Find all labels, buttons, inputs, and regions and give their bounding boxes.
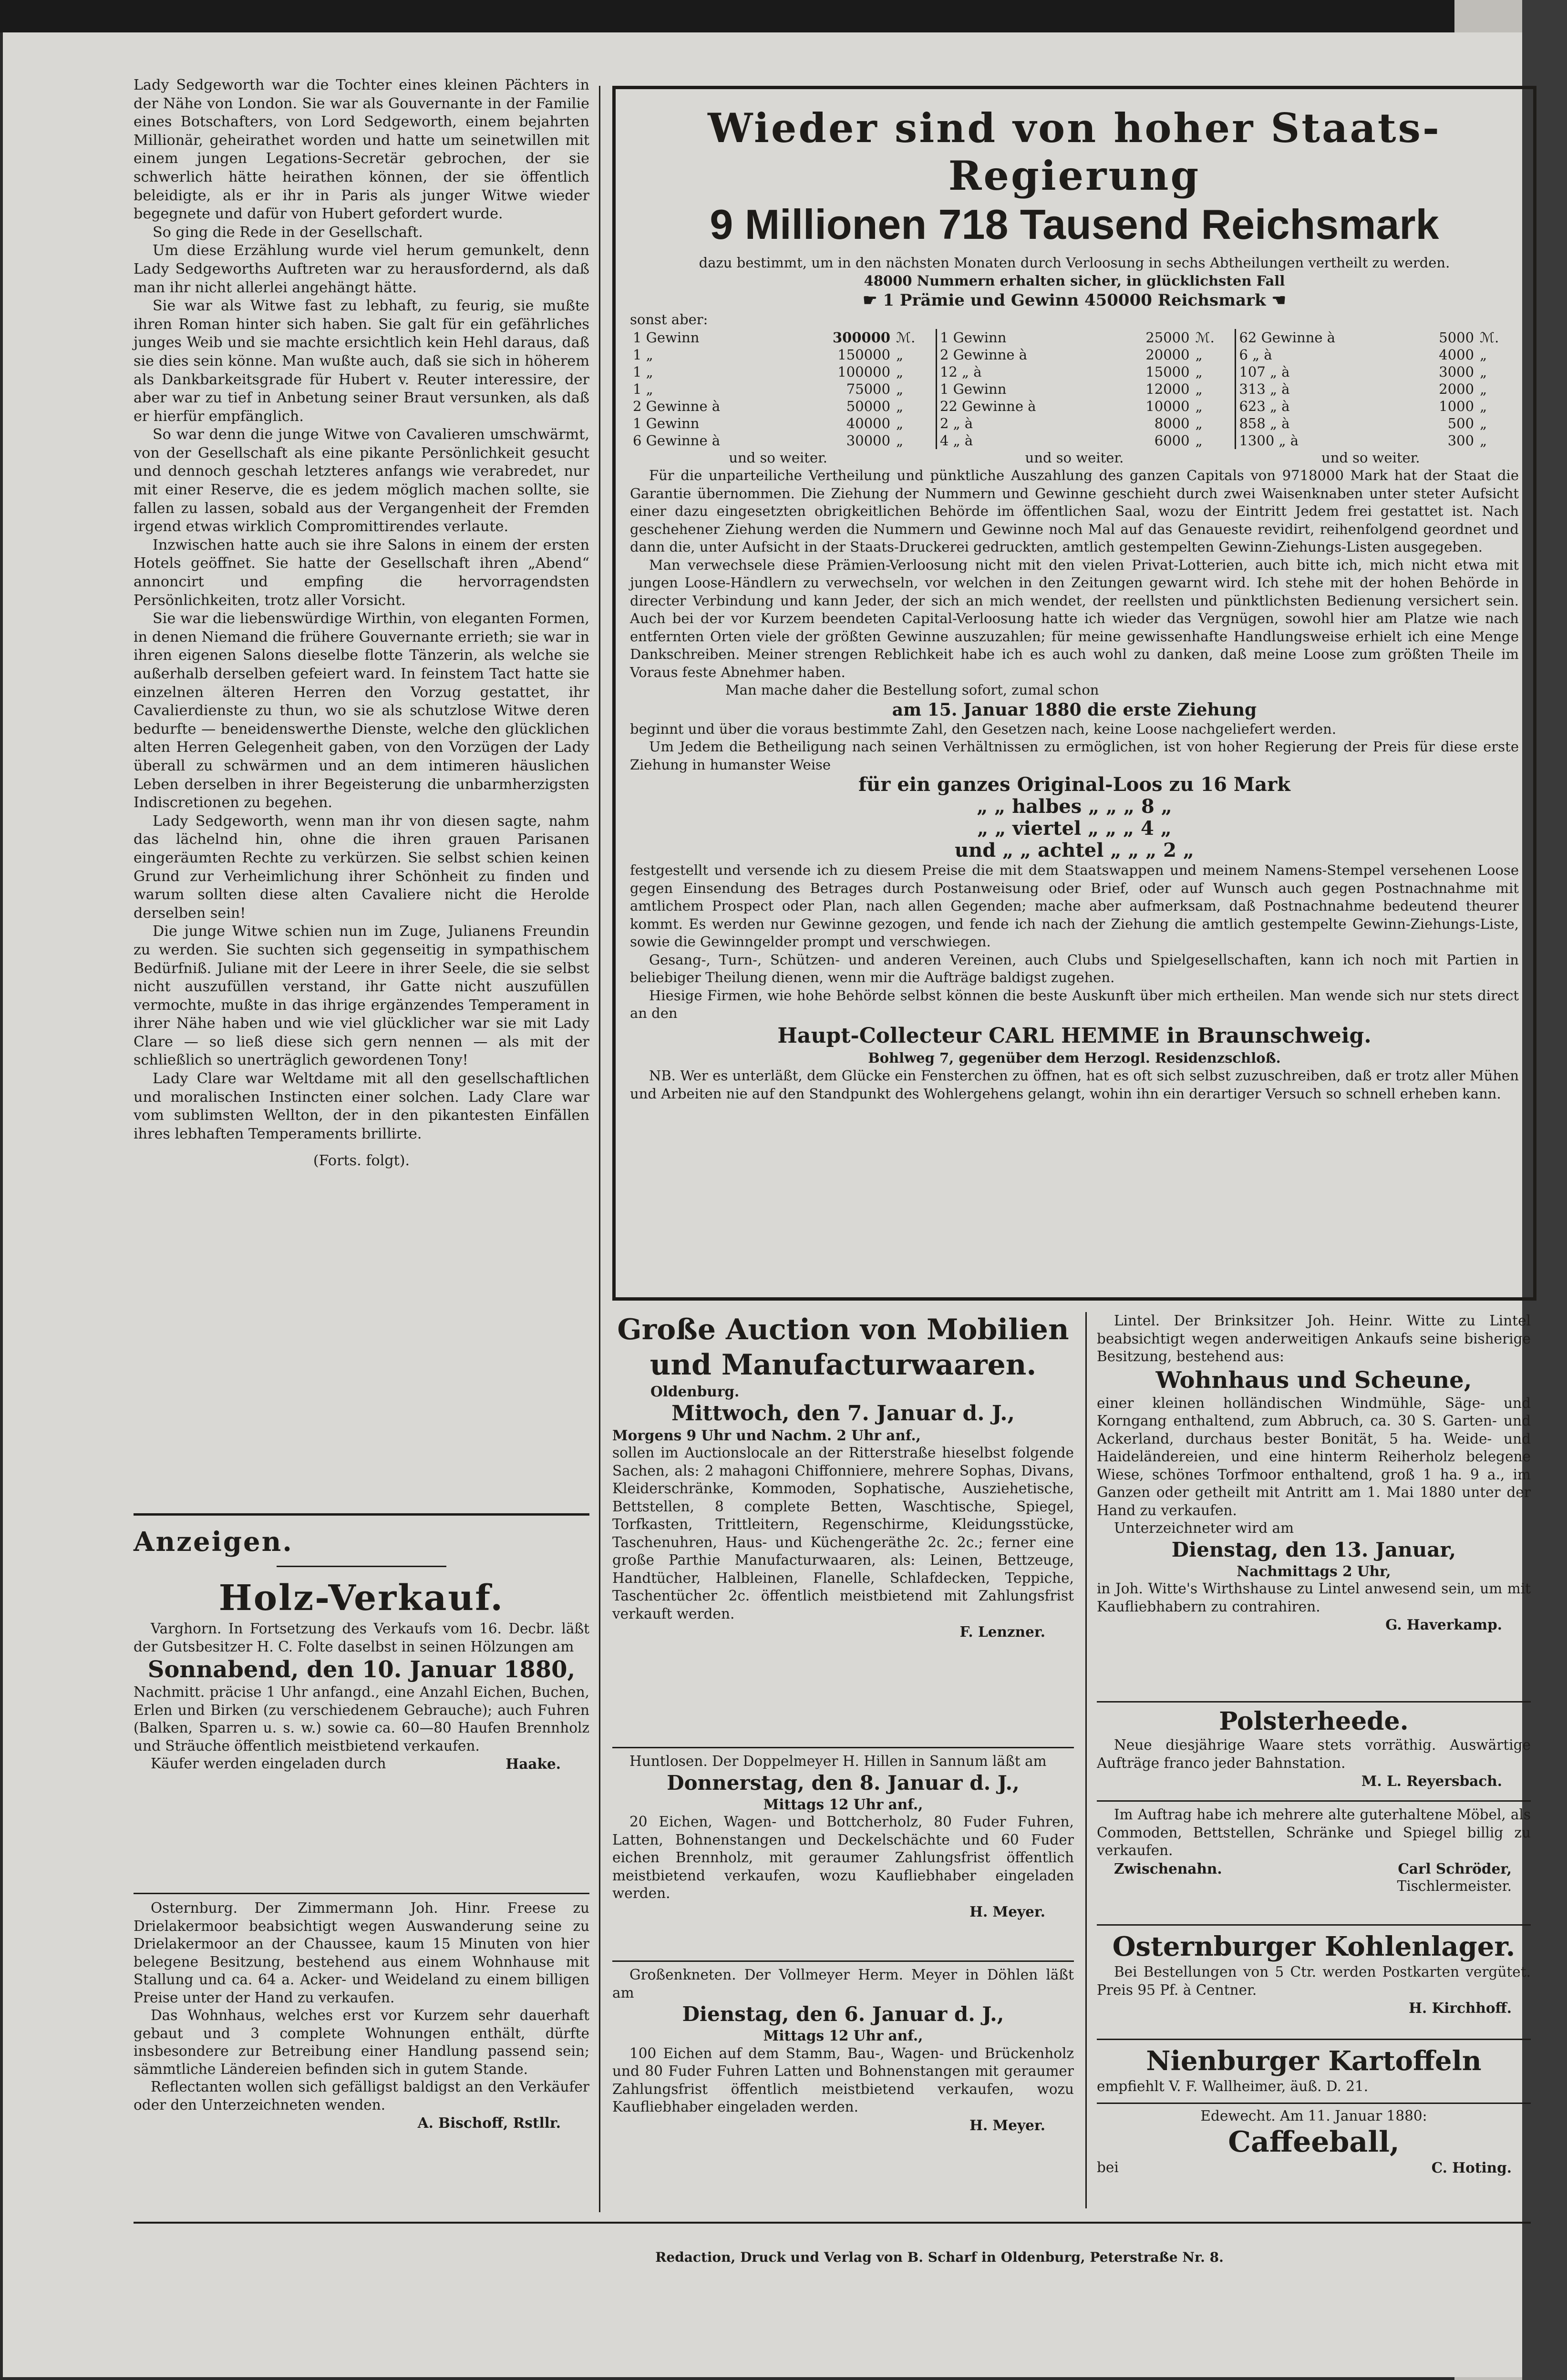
kohlen-title: Osternburger Kohlenlager. (1112, 1931, 1515, 1962)
prize-cell: 62 Gewinne à (1236, 329, 1408, 346)
story-paragraph: So ging die Rede in der Gesellschaft. (153, 224, 423, 241)
caffeeball-ad (1097, 2107, 1531, 2176)
ad-text: Gesang-, Turn-, Schützen- und anderen Vereinen, auch Clubs und Spielgesellschaften, kann ich noch mit Partien in beliebiger Theilung dienen, wenn mir die Aufträge baldigst zugehen. (630, 951, 1519, 985)
prize-cell: 4 „ à (936, 432, 1109, 449)
ad-text: beginnt und über die voraus bestimmte Zahl, den Gesetzen nach, keine Loose nachgeliefert werden. (630, 720, 1337, 737)
prize-cell: „ (1480, 415, 1487, 431)
grossenkneten-ad (612, 1966, 1074, 2134)
ad-text: Lintel. Der Brinksitzer Joh. Heinr. Witte zu Lintel beabsichtigt wegen anderweitigen Ankaufs seine bisherige Besitzung, bestehend aus: (1097, 1313, 1531, 1364)
prize-cell: 313 „ à (1236, 380, 1408, 398)
ad-text: Großenkneten. Der Vollmeyer Herm. Meyer in Döhlen läßt am (612, 1967, 1074, 2001)
price-line: „ „ viertel „ „ „ 4 „ (977, 817, 1172, 840)
price-line: „ „ halbes „ „ „ 8 „ (977, 795, 1172, 818)
prize-row (630, 346, 1519, 363)
ad-divider (134, 1893, 589, 1894)
ad-text: Für die unparteiliche Vertheilung und pünktliche Auszahlung des ganzen Capitals von 9718000 Mark hat der Staat die Garantie übernommen. Die Ziehung der Nummern und Gewinne geschieht durch zwei Waisenknaben unter steter Aufsicht einer dazu eingesetzten obrigkeitlichen Behörde im öffentlichen Saal, wozu der Eintritt Jedem frei gestattet ist. Nach geschehener Ziehung werden die Nummern und Gewinne noch Mal auf das Genaueste revidirt, reihenfolgend geordnet und dann die, unter Aufsicht in der Staats-Druckerei gedruckten, amtlich gestempelten Gewinn-Ziehungs-Listen ausgegeben. (630, 467, 1519, 555)
prize-cell: 50000 (846, 398, 891, 414)
ad-text: Osternburg. Der Zimmermann Joh. Hinr. Freese zu Drielakermoor beabsichtigt wegen Auswanderung seine zu Drielakermoor an der Chaussee, kaum 15 Minuten von hier belegene Besitzung, bestehend aus einem Wohnhause mit Stallung und ca. 64 a. Acker- und Weideland zu einem billigen Preise unter der Hand zu verkaufen. (134, 1900, 589, 2006)
top-prize-line (630, 290, 1519, 311)
prize-cell: 40000 (846, 415, 891, 431)
ad-divider (1097, 1701, 1531, 1703)
signature: G. Haverkamp. (1385, 1616, 1502, 1633)
grossenkneten-date: Dienstag, den 6. Januar d. J., (682, 2002, 1004, 2026)
ad-text: Man mache daher die Bestellung sofort, zumal schon (725, 682, 1099, 698)
ad-text: Hiesige Firmen, wie hohe Behörde selbst können die beste Auskunft über mich ertheilen. Man wende sich nur stets direct an den (630, 987, 1519, 1021)
story-paragraph: Um diese Erzählung wurde viel herum gemunkelt, denn Lady Sedgeworths Auftreten war zu herausfordernd, als daß man ihr nicht allerlei angehängt hätte. (134, 242, 589, 296)
polster-title: Polsterheede. (1219, 1707, 1409, 1736)
huntlosen-time: Mittags 12 Uhr anf., (763, 1795, 923, 1813)
prize-cell: „ (1195, 415, 1203, 431)
holz-title: Holz-Verkauf. (218, 1578, 505, 1619)
story-paragraph: Lady Clare war Weltdame mit all den gesellschaftlichen und moralischen Instincten einer solchen. Lady Clare war vom sublimsten Wellton, der in den pikantesten Einfällen ihres lebhaften Temperaments brillirte. (134, 1070, 589, 1142)
auction-ad (612, 1312, 1074, 1641)
auction-place: Oldenburg. (650, 1383, 740, 1400)
prize-cell: 1000 (1439, 398, 1474, 414)
story-paragraph: Sie war die liebenswürdige Wirthin, von eleganten Formen, in denen Niemand die frühere Gouvernante errieth; sie war in ihren eigenen Salons dieselbe flotte Tänzerin, als welche sie außerhalb derselben gefeiert ward. In feinstem Tact hatte sie einzelnen älteren Herren den Vorzug gestattet, ihr Cavalierdienste zu thun, wo sie als schutzlose Witwe deren bedurfte — beneidenswerthe Dienste, welche den glücklichen alten Herren Gelegenheit gaben, von den Vorzügen der Lady überall zu schwärmen und an dem intimeren häuslichen Leben derselben in ihrer Begeisterung die unbarmherzigsten Indiscretionen zu begehen. (134, 610, 589, 811)
ad-divider (1097, 1800, 1531, 1802)
column-vertical-rule (1085, 1312, 1087, 2208)
ad-text: 48000 Nummern erhalten sicher, in glücklichsten Fall (864, 272, 1285, 289)
prize-cell: „ (1195, 380, 1203, 397)
prize-cell: 12 „ à (936, 363, 1109, 380)
prize-cell: 5000 (1439, 329, 1474, 346)
polsterheede-ad (1097, 1707, 1531, 1790)
story-paragraph: So war denn die junge Witwe von Cavalieren umschwärmt, von der Gesellschaft als eine pikante Persönlichkeit gesucht und dennoch geschah letzteres anfangs wie verabredet, nur mit einer Reserve, die es jedem möglich machen sollte, sie fallen zu lassen, sobald aus der Vergangenheit der Fremden irgend etwas wirklich Compromittirendes verlaute. (134, 426, 589, 535)
ad-text: Um Jedem die Betheiligung nach seinen Verhältnissen zu ermöglichen, ist von hoher Regierung der Preis für diese erste Ziehung in humanster Weise (630, 739, 1519, 773)
prize-cell: 6 „ à (1236, 346, 1408, 363)
prize-cell: 25000 (1145, 329, 1190, 346)
auction-date: Mittwoch, den 7. Januar d. J., (671, 1401, 1015, 1426)
osternburg-ad (134, 1899, 589, 2132)
lintel-date: Dienstag, den 13. Januar, (1171, 1538, 1456, 1561)
ad-text: Im Auftrag habe ich mehrere alte guterhaltene Möbel, als Commoden, Bettstellen, Schränke und Spiegel billig zu verkaufen. (1097, 1806, 1531, 1858)
imprint-footer: Redaction, Druck und Verlag von B. Scharf in Oldenburg, Peterstraße Nr. 8. (655, 2249, 1224, 2265)
prize-cell: „ (896, 432, 904, 449)
kartoffeln-title: Nienburger Kartoffeln (1146, 2045, 1482, 2077)
ad-text: Neue diesjährige Waare stets vorräthig. Auswärtige Aufträge franco jeder Bahnstation. (1097, 1737, 1531, 1771)
holz-signature-row (134, 1755, 589, 1773)
prize-cell: 1 „ (633, 380, 653, 397)
ad-text: Varghorn. In Fortsetzung des Verkaufs vom 16. Decbr. läßt der Gutsbesitzer H. C. Folte daselbst in seinen Hölzungen am (134, 1621, 589, 1655)
huntlosen-ad (612, 1753, 1074, 1920)
prize-cell: „ (896, 363, 904, 380)
prize-cell: ℳ. (1195, 329, 1215, 346)
prize-cell: 2000 (1439, 380, 1474, 397)
prize-cell: 10000 (1145, 398, 1190, 414)
ad-text: in Joh. Witte's Wirthshause zu Lintel anwesend sein, um mit Kaufliebhabern zu contrahiren. (1097, 1580, 1531, 1615)
prize-cell: „ (1195, 398, 1203, 414)
prize-cell: 20000 (1145, 346, 1190, 363)
prize-row (630, 329, 1519, 346)
cafe-title: Caffeeball, (1228, 2125, 1400, 2159)
prize-cell: 1 „ (633, 363, 653, 380)
prize-cell: 6000 (1154, 432, 1190, 449)
prize-cell: 75000 (846, 380, 891, 397)
prize-cell: 858 „ à (1236, 415, 1408, 432)
ad-text: Das Wohnhaus, welches erst vor Kurzem sehr dauerhaft gebaut und 3 complete Wohnungen enthält, dürfte insbesondere zur Betreibung einer Handlung passend sein; sämmtliche Ländereien befinden sich in gutem Stande. (134, 2007, 589, 2077)
lintel-title: Wohnhaus und Scheune, (1155, 1366, 1472, 1394)
ad-text: Unterzeichneter wird am (1114, 1520, 1294, 1536)
prize-cell: 8000 (1154, 415, 1190, 431)
ad-text: sonst aber: (630, 311, 708, 328)
ad-place: Zwischenahn. (1114, 1860, 1222, 1877)
lintel-ad (1097, 1312, 1531, 1634)
signature: H. Kirchhoff. (1409, 2000, 1512, 2016)
ad-text: und so weiter. (1321, 449, 1420, 466)
prize-cell: 2 Gewinne à (633, 398, 721, 414)
huntlosen-date: Donnerstag, den 8. Januar d. J., (667, 1771, 1020, 1795)
anzeigen-heading: Anzeigen. (134, 1526, 293, 1558)
prize-cell: 1 „ (633, 346, 653, 363)
ad-text: Edewecht. Am 11. Januar 1880: (1200, 2108, 1427, 2124)
prize-cell: 300 (1447, 432, 1474, 449)
ad-text: Nachmitt. präcise 1 Uhr anfangd., eine Anzahl Eichen, Buchen, Erlen und Birken (zu verschiedenem Gebrauche); auch Fuhren (Balken, Sparren u. s. w.) sowie ca. 60—80 Haufen Brennholz und Sträuche öffentlich meistbietend verkaufen. (134, 1684, 589, 1754)
prize-cell: 22 Gewinne à (936, 398, 1109, 415)
prize-row (630, 363, 1519, 380)
lottery-ad-box (612, 86, 1536, 1301)
price-line: und „ „ achtel „ „ „ 2 „ (955, 839, 1194, 862)
prize-table (630, 329, 1519, 449)
prize-cell: 6 Gewinne à (633, 432, 721, 449)
ad-text: sollen im Auctionslocale an der Ritterstraße hieselbst folgende Sachen, als: 2 mahagoni Chiffonniere, mehrere Sophas, Divans, Kleiderschränke, Kommoden, Sophatische, Ausziehetische, Bettstellen, 8 complete Betten, Waschtische, Spiegel, Torfkasten, Trittleitern, Regenschirme, Kleidungsstücke, Taschenuhren, Haus- und Küchengeräthe 2c. 2c.; ferner eine große Parthie Manufacturwaaren, als: Leinen, Bettzeuge, Handtücher, Halbleinen, Flanelle, Schlafdecken, Teppiche, Taschentücher 2c. öffentlich meistbietend mit Zahlungsfrist verkauft werden. (612, 1445, 1074, 1622)
scan-top-border (0, 0, 1567, 32)
prize-cell: „ (1480, 398, 1487, 414)
prize-cell: „ (896, 415, 904, 431)
ad-divider (612, 1747, 1074, 1748)
prize-cell: 1 Gewinn (633, 415, 700, 431)
heading-underline (277, 1566, 446, 1567)
pointing-hand-icon: ☛ (863, 291, 883, 310)
signature: H. Meyer. (969, 1903, 1045, 1920)
story-paragraph: Lady Sedgeworth war die Tochter eines kleinen Pächters in der Nähe von London. Sie war als Gouvernante in der Familie eines Botschafters, von Lord Sedgeworth, einem bejahrten Millionär, geheirathet worden und hatte um seinetwillen mit einem jungen Legations-Secretär gebrochen, der sie schwerlich hätte heirathen können, der sie öffentlich beleidigte, als er ihr in Paris als junger Witwe wieder begegnete und dafür von Hubert gefordert wurde. (134, 77, 589, 223)
prize-cell: „ (896, 398, 904, 414)
moebel-ad (1097, 1806, 1531, 1896)
first-draw-date: am 15. Januar 1880 die erste Ziehung (892, 699, 1257, 720)
signature: M. L. Reyersbach. (1361, 1773, 1502, 1789)
prize-cell: 150000 (837, 346, 891, 363)
kartoffeln-ad (1097, 2044, 1531, 2096)
lintel-time: Nachmittags 2 Uhr, (1237, 1562, 1391, 1580)
prize-cell: ℳ. (896, 329, 916, 346)
prize-cell: „ (896, 380, 904, 397)
signature: Carl Schröder, (1398, 1860, 1512, 1877)
signature: F. Lenzner. (959, 1623, 1045, 1640)
prize-cell: „ (1480, 363, 1487, 380)
ad-divider (1097, 2103, 1531, 2104)
column-divider-rule (134, 1513, 589, 1516)
signature: Haake. (505, 1755, 561, 1772)
prize-cell: 100000 (837, 363, 891, 380)
prize-cell: „ (896, 346, 904, 363)
prize-row (630, 432, 1519, 449)
prize-cell: 2 Gewinne à (936, 346, 1109, 363)
story-paragraph: Sie war als Witwe fast zu lebhaft, zu feurig, sie mußte ihren Roman hinter sich haben. Sie galt für ein gefährliches junges Weib und sie machte ersichtlich kein Hehl daraus, daß sie dies sein könne. Man wußte auch, daß sie sich in höherem als Dankbarkeitsgrade für Hubert v. Reuter interessire, der aber war zu tief in Anbetung seiner Braut versunken, als daß er hierfür empfänglich. (134, 298, 589, 425)
collecteur-name: Haupt-Collecteur CARL HEMME in Braunschweig. (777, 1023, 1371, 1048)
prize-cell: 15000 (1145, 363, 1190, 380)
prize-cell: 1300 „ à (1236, 432, 1408, 449)
ad-text: und so weiter. (1025, 449, 1124, 466)
prize-cell: 4000 (1439, 346, 1474, 363)
ad-text: Bei Bestellungen von 5 Ctr. werden Postkarten vergütet. Preis 95 Pf. à Centner. (1097, 1964, 1531, 1998)
lottery-headline: Wieder sind von hoher Staats-Regierung (708, 104, 1441, 199)
lottery-amount-headline: 9 Millionen 718 Tausend Reichsmark (710, 201, 1439, 248)
prize-cell: 3000 (1439, 363, 1474, 380)
ad-text: Man verwechsele diese Prämien-Verloosung nicht mit den vielen Privat-Lotterien, auch bitte ich, mich nicht etwa mit jungen Loose-Händlern zu verwechseln, vor welchen in den Zeitungen gewarnt wird. Ich stehe mit der hohen Behörde in directer Verbindung und kann Jeder, der sich an mich wendet, der reellsten und pünktlichsten Bedienung versichert sein. Auch bei der vor Kurzem beendeten Capital-Verloosung hatte ich wieder das Vergnügen, sowohl hier am Platze wie nach entfernten Orten viele der größten Gewinne auszuzahlen; für meine gewissenhafte Handlungsweise erhielt ich eine Menge Dankschreiben. Meiner strengen Reblichkeit habe ich es auch wohl zu danken, daß meine Loose zum größten Theile im Voraus feste Abnehmer haben. (630, 556, 1519, 680)
prize-cell: 500 (1447, 415, 1474, 431)
prize-cell: 30000 (846, 432, 891, 449)
price-line: für ein ganzes Original-Loos zu 16 Mark (858, 773, 1290, 796)
top-prize-text: 1 Prämie und Gewinn 450000 Reichsmark (883, 291, 1266, 310)
prize-cell: 623 „ à (1236, 398, 1408, 415)
ad-text: Huntlosen. Der Doppelmeyer H. Hillen in Sannum läßt am (629, 1753, 1047, 1769)
auction-time: Morgens 9 Uhr und Nachm. 2 Uhr anf., (612, 1426, 921, 1444)
prize-row (630, 380, 1519, 398)
kohlenlager-ad (1097, 1930, 1531, 2017)
signature: A. Bischoff, Rstllr. (417, 2114, 561, 2131)
story-paragraph: Lady Sedgeworth, wenn man ihr von diesen sagte, nahm das lächelnd hin, ohne die ihren grauen Parisanen eingeräumten Rechte zu verkürzen. Sie selbst schien keinen Grund zur Verheimlichung ihrer Schönheit zu finden und warum sollten diese alten Cavaliere nicht die Herolde derselben sein! (134, 812, 589, 922)
ad-text: einer kleinen holländischen Windmühle, Säge- und Korngang enthaltend, zum Abbruch, ca. 30 S. Garten- und Ackerland, durchaus bester Bonität, 5 ha. Weide- und Haideländereien, und eine hinterm Reiherholz belegene Wiese, schönes Torfmoor enthaltend, groß 1 ha. 9 a., im Ganzen oder getheilt mit Antritt am 1. Mai 1880 unter der Hand zu verkaufen. (1097, 1395, 1531, 1518)
cafe-signature-row (1097, 2159, 1531, 2177)
prize-cell: „ (1195, 432, 1203, 449)
ad-text: NB. Wer es unterläßt, dem Glücke ein Fensterchen zu öffnen, hat es oft sich selbst zuzuschreiben, daß er trotz aller Mühen und Arbeiten nie auf den Standpunkt des Wohlergehens gelangt, wohin ihn ein derartiger Versuch so schnell erheben kann. (630, 1067, 1519, 1102)
prize-cell: 1 Gewinn (633, 329, 700, 346)
und-so-weiter-row (630, 449, 1519, 467)
signature: C. Hoting. (1431, 2159, 1512, 2176)
ad-text: bei (1097, 2159, 1119, 2175)
ad-divider (1097, 1924, 1531, 1926)
prize-cell: ℳ. (1480, 329, 1499, 346)
signature: H. Meyer. (969, 2116, 1045, 2134)
prize-row (630, 398, 1519, 415)
ad-text: festgestellt und versende ich zu diesem Preise die mit dem Staatswappen und meinem Namens-Stempel versehenen Loose gegen Einsendung des Betrages durch Postanweisung oder Brief, oder auf Wunsch auch gegen Postnachnahme mit amtlichem Prospect oder Plan, nach allen Gegenden; mache aber aufmerksam, daß Postnachnahme bedeutend theurer kommt. Es werden nur Gewinne gezogen, und fende ich nach der Ziehung die amtlich gestempelte Gewinn-Ziehungs-Liste, sowie die Gewinngelder prompt und verschwiegen. (630, 862, 1519, 950)
prize-cell: „ (1480, 346, 1487, 363)
prize-cell: 107 „ à (1236, 363, 1408, 380)
prize-row (630, 415, 1519, 432)
holz-date: Sonnabend, den 10. Januar 1880, (147, 1656, 576, 1683)
auction-title: Große Auction von Mobilien und Manufacturwaaren. (617, 1313, 1069, 1382)
prize-cell: 300000 (832, 329, 891, 346)
prize-cell: 12000 (1145, 380, 1190, 397)
footer-rule (134, 2222, 1531, 2224)
prize-cell: „ (1195, 346, 1203, 363)
collecteur-address: Bohlweg 7, gegenüber dem Herzogl. Residenzschloß. (868, 1049, 1281, 1066)
ad-divider (1097, 2039, 1531, 2040)
pointing-hand-icon: ☚ (1266, 291, 1286, 310)
prize-cell: „ (1195, 363, 1203, 380)
ad-text: Reflectanten wollen sich gefälligst baldigst an den Verkäufer oder den Unterzeichneten wenden. (134, 2079, 589, 2113)
holz-verkauf-ad (134, 1576, 589, 1773)
prize-cell: „ (1480, 432, 1487, 449)
prize-cell: 2 „ à (936, 415, 1109, 432)
ad-divider (612, 1960, 1074, 1962)
ad-text: Käufer werden eingeladen durch (151, 1755, 386, 1772)
ad-text: 100 Eichen auf dem Stamm, Bau-, Wagen- und Brückenholz und 80 Fuder Fuhren Latten und Bohnenstangen mit geraumer Zahlungsfrist öffentlich meistbietend verkaufen, wozu Kaufliebhaber eingeladen werden. (612, 2045, 1074, 2115)
story-paragraph: Inzwischen hatte auch sie ihre Salons in einem der ersten Hotels geöffnet. Sie hatte der Gesellschaft ihren „Abend“ annoncirt und empfing die hervorragendsten Persönlichkeiten, trotz aller Vorsicht. (134, 536, 589, 609)
signature-title: Tischlermeister. (1397, 1878, 1512, 1894)
grossenkneten-time: Mittags 12 Uhr anf., (763, 2027, 923, 2044)
continuation-note: (Forts. folgt). (313, 1152, 410, 1169)
serial-story-column (134, 76, 589, 1170)
ad-text: empfiehlt V. F. Wallheimer, äuß. D. 21. (1097, 2078, 1369, 2094)
prize-cell: „ (1480, 380, 1487, 397)
ad-text: und so weiter. (729, 449, 827, 466)
moebel-signature-row (1097, 1860, 1531, 1878)
prize-cell: 1 Gewinn (936, 380, 1109, 398)
prize-cell: 1 Gewinn (936, 329, 1109, 346)
ad-text: dazu bestimmt, um in den nächsten Monaten durch Verloosung in sechs Abtheilungen vertheilt zu werden. (699, 255, 1450, 271)
story-paragraph: Die junge Witwe schien nun im Zuge, Julianens Freundin zu werden. Sie suchten sich gegenseitig in sympathischem Bedürfniß. Juliane mit der Leere in ihrer Seele, die sie selbst nicht auszufüllen verstand, ihr Gatte nicht auszufüllen vermochte, mußte in das ihrige ergänzendes Temperament in ihrer Nähe haben und wie viel glücklicher war sie mit Lady Clare — so ließ diese sich gern nennen — als mit der schließlich so unerträglich gewordenen Tony! (134, 923, 589, 1069)
ad-text: 20 Eichen, Wagen- und Bottcherholz, 80 Fuder Fuhren, Latten, Bohnenstangen und Deckelschächte und 60 Fuder eichen Brennholz, mit geraumer Zahlungsfrist öffentlich meistbietend verkaufen, wozu Kaufliebhaber eingeladen werden. (612, 1814, 1074, 1901)
column-vertical-rule (599, 86, 600, 2212)
